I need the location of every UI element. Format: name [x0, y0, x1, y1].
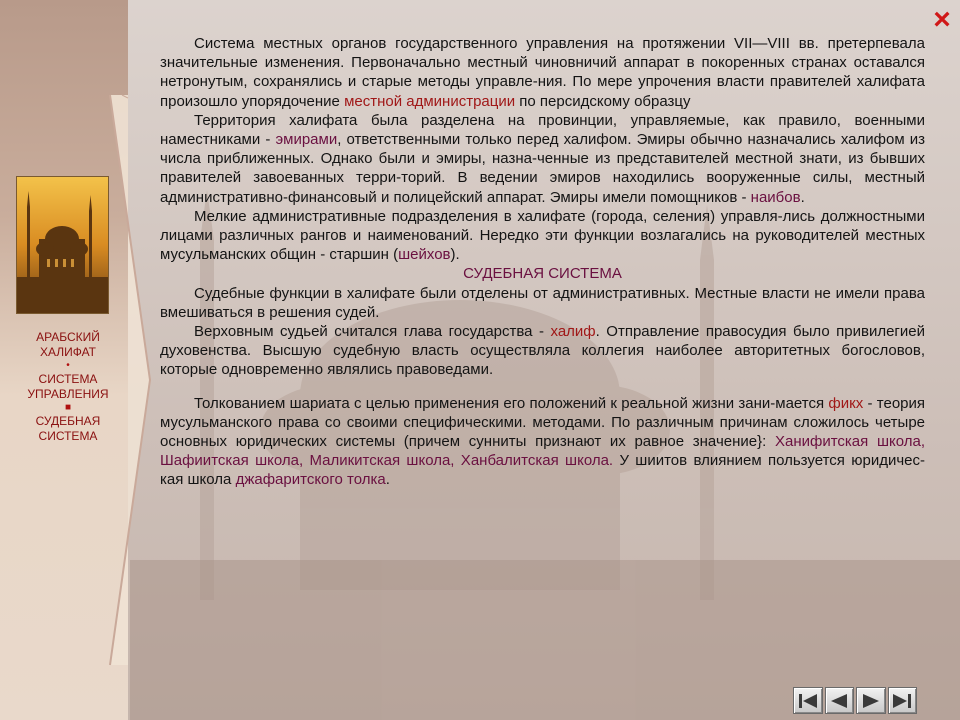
- term-local-administration[interactable]: местной администрации: [344, 92, 516, 110]
- term-naibs[interactable]: наибов: [750, 188, 801, 206]
- paragraph-text: , ответственными только перед халифом. Эмиры обычно назначались халифом из числа приближенных. Однако были и эмиры, назна-ченные из представителей местной знати, из бывших правителей завоеванных терри-торий. В ведении эмиров находились вооруженные силы, местный административно-финансовый и полицейский аппарат. Эмиры имели помощников -: [160, 131, 925, 206]
- paragraph-text: Система местных органов государственного управления на протяжении VII—VIII вв. претерпевала значительные изменения. Первоначально местный чиновничий аппарат в покоренных странах оставался нетронутым, сохранялись и старые методы управле-ния. По мере упрочения власти правителей халифата произошло упорядочение: [160, 35, 925, 110]
- paragraph-local-government: [160, 34, 925, 111]
- term-fiqh[interactable]: фикх: [828, 394, 864, 412]
- prev-icon: [828, 692, 850, 710]
- square-bullet-icon: ■: [64, 402, 72, 413]
- last-icon: [891, 692, 913, 710]
- paragraph-judicial-functions: Судебные функции в халифате были отделены от административных. Местные власти не имели права вмешиваться в решения судей.: [160, 284, 925, 321]
- paragraph-provinces: [160, 111, 925, 207]
- paragraph-supreme-judge: [160, 322, 925, 380]
- paragraph-text: - теория мусульманского права со своими специфическими. методами. По различным причинам сложилось четыре основных юридических системы (причем сунниты признают их равное значение}:: [160, 394, 926, 451]
- paragraph-text: Территория халифата была разделена на провинции, управляемые, как правило, военными наместниками -: [160, 111, 925, 149]
- sidebar-nav: [20, 330, 116, 444]
- spacer: [160, 380, 925, 394]
- paragraph-text: Верховным судьей считался глава государства -: [194, 323, 551, 341]
- paragraph-text: .: [385, 471, 390, 489]
- sidebar-item-government-system[interactable]: СИСТЕМА УПРАВЛЕНИЯ: [27, 372, 109, 401]
- term-jafari[interactable]: джафаритского толка: [235, 471, 386, 489]
- first-icon: [797, 692, 819, 710]
- sidebar-item-judicial-system[interactable]: СУДЕБНАЯ СИСТЕМА: [35, 414, 101, 443]
- paragraph-text: по персидскому образцу: [515, 92, 691, 110]
- paragraph-text: ).: [450, 246, 460, 264]
- paragraph-text: Мелкие административные подразделения в халифате (города, селения) управля-лись должностными лицами различных рангов и наименований. Нередко эти функции возлагались на руководителей местных мусульманских общин - старшин (: [160, 207, 925, 264]
- paragraph-small-divisions: [160, 207, 925, 265]
- first-slide-button[interactable]: [793, 687, 823, 714]
- slide-navigation: [793, 687, 917, 714]
- term-emirs[interactable]: эмирами: [275, 131, 338, 149]
- paragraph-text: Толкованием шариата с целью применения его положений к реальной жизни зани-мается: [194, 394, 829, 412]
- last-slide-button[interactable]: [888, 687, 918, 714]
- term-sheikhs[interactable]: шейхов: [398, 246, 451, 264]
- next-slide-button[interactable]: [856, 687, 886, 714]
- close-button[interactable]: ×: [933, 3, 951, 36]
- paragraph-text: . Отправление правосудия было привилегией духовенства. Высшую судебную власть осуществляла коллегия наиболее авторитетных богословов, которые одновременно являлись правоведами.: [160, 323, 926, 379]
- next-icon: [860, 692, 882, 710]
- paragraph-text: У шиитов влиянием пользуется юридичес-кая школа: [160, 452, 925, 489]
- main-text: [160, 34, 925, 490]
- paragraph-sharia: [160, 394, 925, 490]
- paragraph-text: .: [800, 188, 805, 206]
- prev-slide-button[interactable]: [825, 687, 855, 714]
- sidebar-item-arab-caliphate[interactable]: АРАБСКИЙ ХАЛИФАТ: [36, 330, 100, 359]
- section-heading: СУДЕБНАЯ СИСТЕМА: [463, 265, 622, 283]
- term-schools[interactable]: Ханифитская школа, Шафиитская школа, Маликитская школа, Ханбалитская школа.: [160, 433, 925, 470]
- bullet-icon: •: [66, 360, 70, 371]
- mosque-thumbnail: [16, 176, 109, 314]
- term-caliph[interactable]: халиф: [550, 323, 596, 341]
